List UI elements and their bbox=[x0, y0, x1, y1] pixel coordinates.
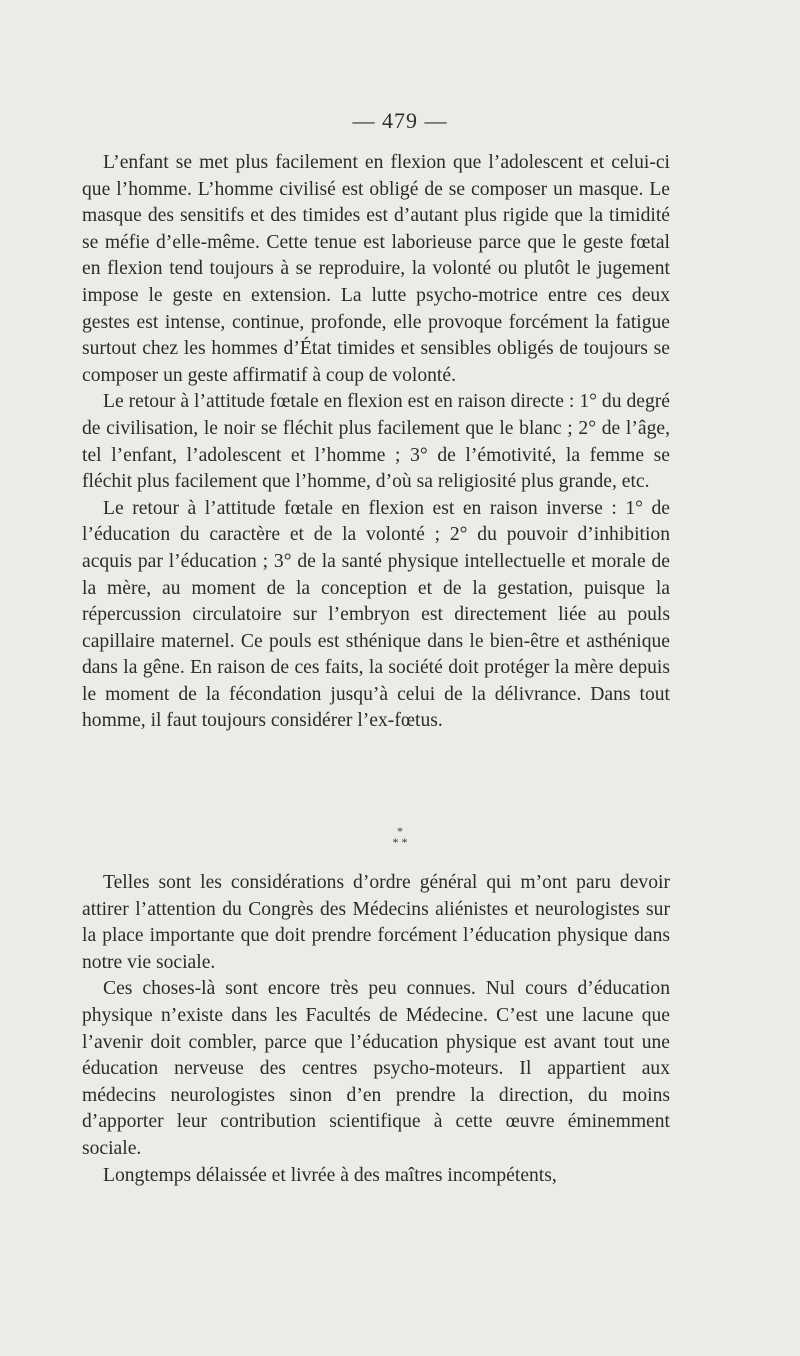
asterism-bottom: * * bbox=[392, 835, 408, 849]
paragraph: Telles sont les considérations d’ordre général qui m’ont paru devoir attirer l’attention du Congrès des Médecins aliénistes et neurologistes sur la place importante que doit prendre forcément l’éducation physique dans notre vie sociale. bbox=[82, 872, 670, 973]
page-number: — 479 — bbox=[352, 108, 448, 133]
paragraph: Le retour à l’attitude fœtale en flexion est en raison inverse : 1° de l’éducation du caractère et de la volonté ; 2° du pouvoir d’inhibition acquis par l’éducation ; 3° de la santé physique intellectuelle et morale de la mère, au moment de la conception et de la gestation, puisque la répercussion circulatoire sur l’embryon est directement liée au pouls capillaire maternel. Ce pouls est sthénique dans le bien-être et asthénique dans la gêne. En raison de ces faits, la société doit protéger la mère depuis le moment de la fécondation jusqu’à celui de la délivrance. Dans tout homme, il faut toujours considérer l’ex-fœtus. bbox=[82, 497, 670, 732]
paragraph: L’enfant se met plus facilement en flexion que l’adolescent et celui-ci que l’homme. L’homme civilisé est obligé de se composer un masque. Le masque des sensitifs et des timides est d’autant plus rigide que la timidité se méfie d’elle-même. Cette tenue est laborieuse parce que le geste fœtal en flexion tend toujours à se reproduire, la volonté ou plutôt le jugement impose le geste en extension. La lutte psycho-motrice entre ces deux gestes est intense, continue, profonde, elle provoque forcément la fatigue surtout chez les hommes d’État timides et sensibles obligés de toujours se composer un geste affirmatif à coup de volonté. bbox=[82, 152, 670, 386]
paragraph: Longtemps délaissée et livrée à des maîtres incompétents, bbox=[103, 1164, 557, 1186]
text-section-2 bbox=[82, 870, 670, 1189]
paragraph: Ces choses-là sont encore très peu connues. Nul cours d’éducation physique n’existe dans les Facultés de Médecine. C’est une lacune que l’avenir doit combler, parce que l’éducation physique est avant tout une éducation nerveuse des centres psycho-moteurs. Il appartient aux médecins neurologistes sinon d’en prendre la direction, du moins d’apporter leur contribution scientifique à cette œuvre éminemment sociale. bbox=[82, 978, 670, 1159]
asterism-separator bbox=[0, 826, 800, 848]
text-section-1 bbox=[82, 150, 670, 735]
asterism-top: * bbox=[397, 824, 403, 838]
paragraph: Le retour à l’attitude fœtale en flexion est en raison directe : 1° du degré de civilisation, le noir se fléchit plus facilement que le blanc ; 2° de l’âge, tel l’enfant, l’adolescent et l’homme ; 3° de l’émotivité, la femme se fléchit plus facilement que l’homme, d’où sa religiosité plus grande, etc. bbox=[82, 391, 670, 493]
